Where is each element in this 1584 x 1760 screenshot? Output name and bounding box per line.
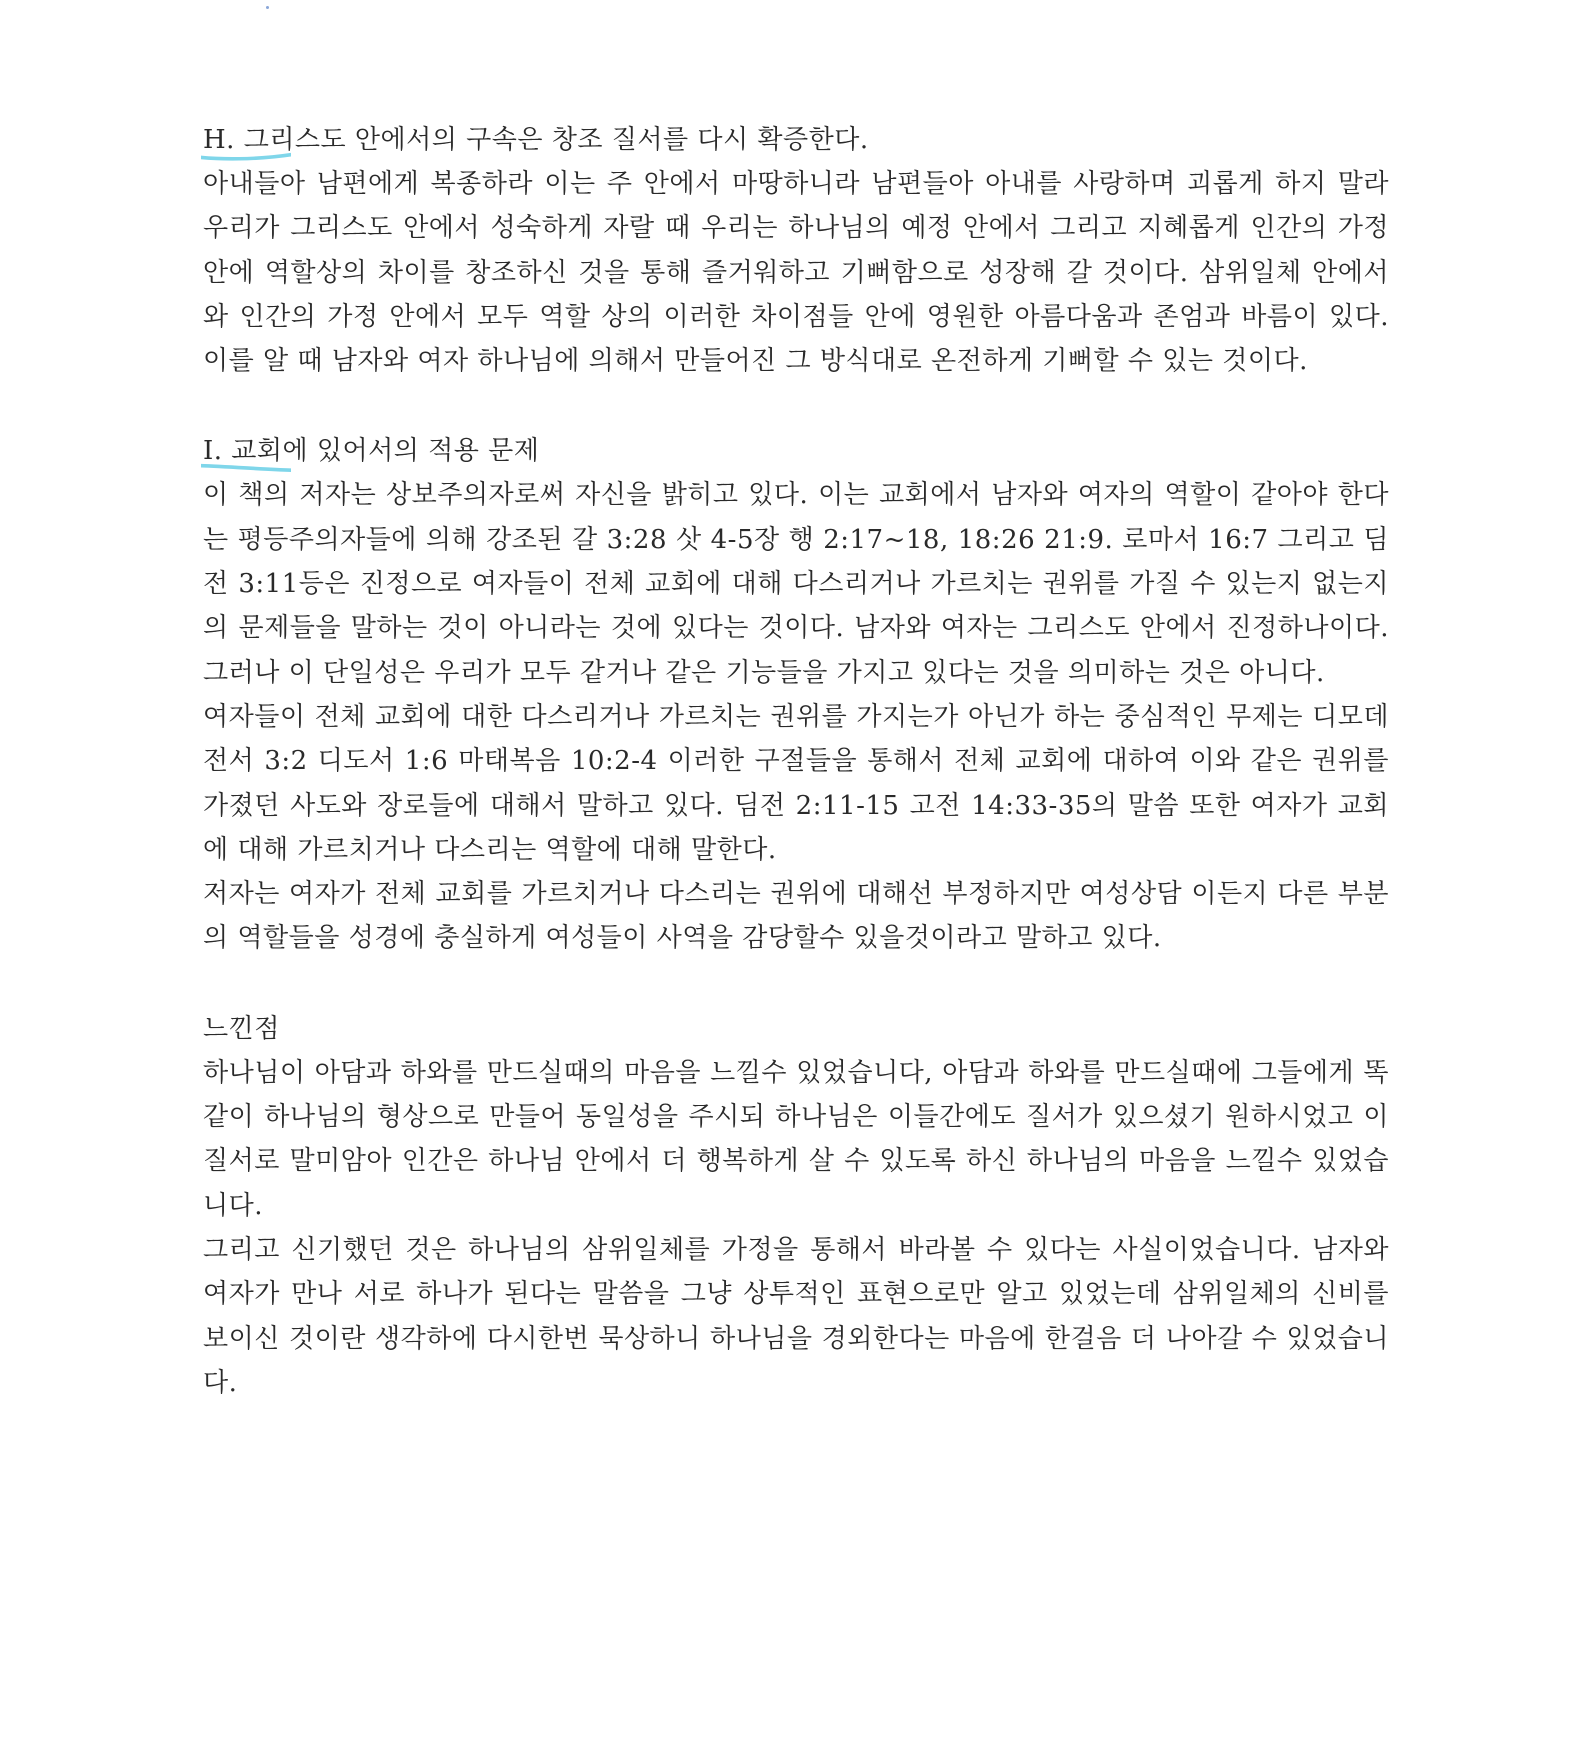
section-heading-i [203, 429, 539, 473]
document-body [203, 118, 1389, 1451]
section-i-paragraph-2: 여자들이 전체 교회에 대한 다스리거나 가르치는 권위를 가지는가 아닌가 하는 중심적인 무제는 디모데전서 3:2 디도서 1:6 마태복음 10:2-4 이러한 구절들을 통해서 전체 교회에 대하여 이와 같은 권위를 가졌던 사도와 장로들에 대해서 말하고 있다. 딤전 2:11-15 고전 14:33-35의 말씀 또한 여자가 교회에 대해 가르치거나 다스리는 역할에 대해 말한다. [203, 701, 1389, 865]
section-h-paragraph-1: 아내들아 남편에게 복종하라 이는 주 안에서 마땅하니라 남편들아 아내를 사랑하며 괴롭게 하지 말라 우리가 그리스도 안에서 성숙하게 자랄 때 우리는 하나님의 예정 안에서 그리고 지혜롭게 인간의 가정 안에 역할상의 차이를 창조하신 것을 통해 즐거워하고 기뻐함으로 성장해 갈 것이다. 삼위일체 안에서와 인간의 가정 안에서 모두 역할 상의 이러한 차이점들 안에 영원한 아름다움과 존엄과 바름이 있다. 이를 알 때 남자와 여자 하나님에 의해서 만들어진 그 방식대로 온전하게 기뻐할 수 있는 것이다. [203, 169, 1389, 377]
reflection-paragraph-2: 그리고 신기했던 것은 하나님의 삼위일체를 가정을 통해서 바라볼 수 있다는 사실이었습니다. 남자와 여자가 만나 서로 하나가 된다는 말씀을 그냥 상투적인 표현으로만 알고 있었는데 삼위일체의 신비를 보이신 것이란 생각하에 다시한번 묵상하니 하나님을 경외한다는 마음에 한걸음 더 나아갈 수 있었습니다. [203, 1234, 1389, 1398]
section-heading-reflection: 느낀점 [203, 1013, 280, 1044]
section-reflection [203, 1007, 1389, 1405]
section-h [203, 118, 1389, 383]
reflection-paragraph-1: 하나님이 아담과 하와를 만드실때의 마음을 느낄수 있었습니다, 아담과 하와를 만드실때에 그들에게 똑같이 하나님의 형상으로 만들어 동일성을 주시되 하나님은 이들간에도 질서가 있으셨기 원하시었고 이 질서로 말미암아 인간은 하나님 안에서 더 행복하게 살 수 있도록 하신 하나님의 마음을 느낄수 있었습니다. [203, 1057, 1389, 1221]
section-heading-h-text: H. 그리스도 안에서의 구속은 창조 질서를 다시 확증한다. [203, 125, 869, 155]
section-heading-h [203, 118, 869, 162]
section-i-paragraph-3: 저자는 여자가 전체 교회를 가르치거나 다스리는 권위에 대해선 부정하지만 여성상담 이든지 다른 부분의 역할들을 성경에 충실하게 여성들이 사역을 감당할수 있을것이라고 말하고 있다. [203, 879, 1389, 954]
section-i [203, 429, 1389, 960]
scan-speck [266, 6, 269, 9]
section-heading-i-text: I. 교회에 있어서의 적용 문제 [203, 436, 540, 467]
section-i-paragraph-1: 이 책의 저자는 상보주의자로써 자신을 밝히고 있다. 이는 교회에서 남자와 여자의 역할이 같아야 한다는 평등주의자들에 의해 강조된 갈 3:28 삿 4-5장 행 2:17~18, 18:26 21:9. 로마서 16:7 그리고 딤전 3:11등은 진정으로 여자들이 전체 교회에 대해 다스리거나 가르치는 권위를 가질 수 있는지 없는지의 문제들을 말하는 것이 아니라는 것에 있다는 것이다. 남자와 여자는 그리스도 안에서 진정하나이다. 그러나 이 단일성은 우리가 모두 같거나 같은 기능들을 가지고 있다는 것을 의미하는 것은 아니다. [203, 480, 1389, 688]
